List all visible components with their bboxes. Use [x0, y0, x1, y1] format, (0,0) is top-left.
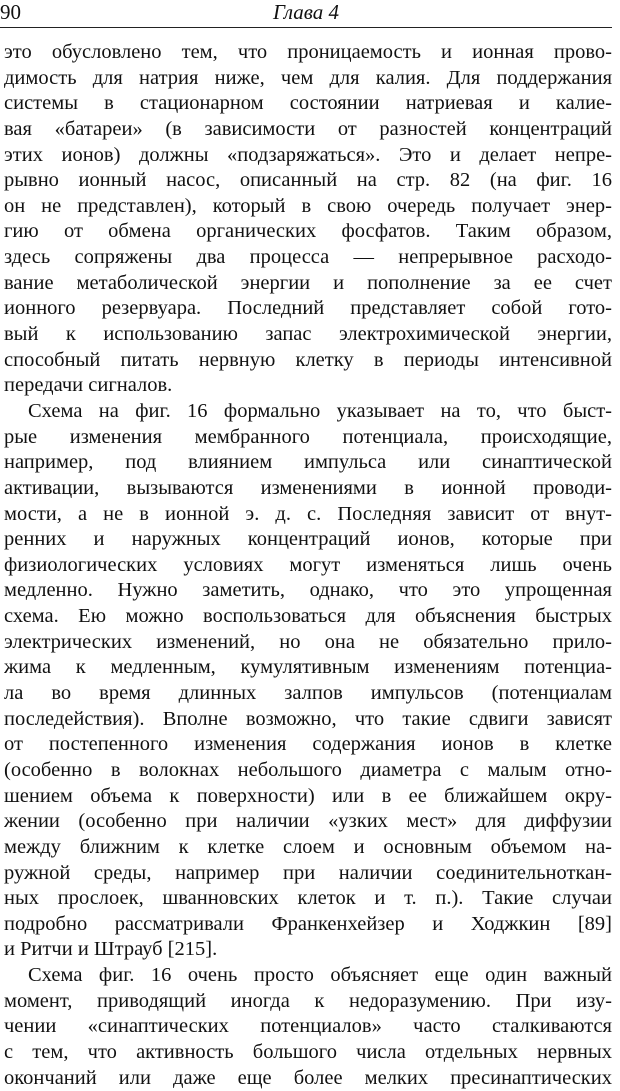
- text-line: Схема на фиг. 16 формально указывает на то, что быст-: [28, 399, 612, 422]
- text-line: момент, приводящий иногда к недоразумению. При изу-: [4, 989, 612, 1012]
- text-line: и Ритчи и Штрауб [215].: [4, 938, 218, 961]
- text-line: подробно рассматривали Франкенхейзер и Ходжкин [89]: [4, 912, 612, 935]
- text-line: Схема фиг. 16 очень просто объясняет еще один важный: [28, 964, 612, 987]
- text-line: с тем, что активность большого числа отдельных нервных: [4, 1040, 612, 1063]
- text-line: активации, вызываются изменениями в ионной проводи-: [4, 476, 612, 499]
- text-line: окончаний или даже еще более мелких пресинаптических: [4, 1066, 612, 1089]
- text-line: жении (особенно при наличии «узких мест» для диффузии: [4, 810, 612, 833]
- body-text: [4, 40, 612, 1091]
- running-head: [0, 0, 612, 24]
- text-line: гию от обмена органических фосфатов. Таким образом,: [4, 220, 612, 243]
- text-line: здесь сопряжены два процесса — непрерывное расходо-: [4, 246, 612, 269]
- text-line: шением объема к поверхности) или в ее ближайшем окру-: [4, 784, 612, 807]
- text-line: передачи сигналов.: [4, 374, 173, 397]
- text-line: ных прослоек, шванновских клеток и т. п.). Такие случаи: [4, 887, 612, 910]
- text-line: (особенно в волокнах небольшого диаметра с малым отно-: [4, 758, 612, 781]
- text-line: электрических изменений, но она не обязательно прило-: [4, 630, 612, 653]
- header-rule: [0, 27, 612, 28]
- text-line: медленно. Нужно заметить, однако, что это упрощенная: [4, 579, 612, 602]
- text-line: мости, а не в ионной э. д. с. Последняя зависит от внут-: [4, 502, 612, 525]
- text-line: ионного резервуара. Последний представляет собой гото-: [4, 297, 612, 320]
- text-line: он не представлен), который в свою очередь получает энер-: [4, 194, 612, 217]
- text-line: рые изменения мембранного потенциала, происходящие,: [4, 425, 612, 448]
- text-line: от постепенного изменения содержания ионов в клетке: [4, 733, 612, 756]
- text-line: например, под влиянием импульса или синаптической: [4, 451, 612, 474]
- text-line: физиологических условиях могут изменяться лишь очень: [4, 553, 612, 576]
- text-line: ружной среды, например при наличии соединительноткан-: [4, 861, 612, 884]
- text-line: ренних и наружных концентраций ионов, которые при: [4, 528, 612, 551]
- text-line: вый к использованию запас электрохимической энергии,: [4, 323, 612, 346]
- text-line: чении «синаптических потенциалов» часто сталкиваются: [4, 1015, 612, 1038]
- page-number: 90: [0, 0, 21, 24]
- text-line: системы в стационарном состоянии натриевая и калие-: [4, 92, 612, 115]
- text-line: вание метаболической энергии и пополнение за ее счет: [4, 271, 612, 294]
- chapter-title: Глава 4: [273, 0, 339, 24]
- text-line: этих ионов) должны «подзаряжаться». Это и делает непре-: [4, 143, 612, 166]
- text-line: вая «батареи» (в зависимости от разностей концентраций: [4, 117, 612, 140]
- text-line: последействия). Вполне возможно, что такие сдвиги зависят: [4, 707, 612, 730]
- text-line: ла во время длинных залпов импульсов (потенциалам: [4, 682, 612, 705]
- text-line: схема. Ею можно воспользоваться для объяснения быстрых: [4, 605, 612, 628]
- text-line: это обусловлено тем, что проницаемость и ионная прово-: [4, 41, 612, 63]
- text-line: жима к медленным, кумулятивным изменениям потенциа-: [4, 656, 612, 679]
- text-line: способный питать нервную клетку в периоды интенсивной: [4, 348, 612, 371]
- text-line: димость для натрия ниже, чем для калия. Для поддержания: [4, 66, 612, 89]
- text-line: рывно ионный насос, описанный на стр. 82 (на фиг. 16: [4, 169, 612, 192]
- text-line: между ближним к клетке слоем и основным объемом на-: [4, 835, 612, 858]
